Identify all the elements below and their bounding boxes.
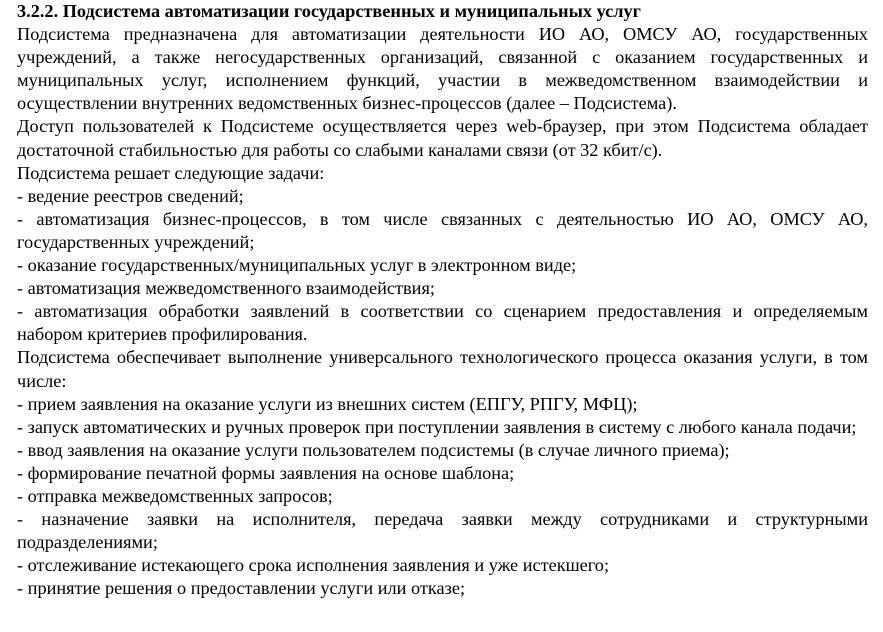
task-item: - ведение реестров сведений; (17, 185, 244, 206)
process-item: - прием заявления на оказание услуги из внешних систем (ЕПГУ, РПГУ, МФЦ); (17, 393, 638, 414)
process-item: - назначение заявки на исполнителя, передача заявки между сотрудниками и структурными подразделениями; (17, 509, 868, 553)
task-item: - оказание государственных/муниципальных услуг в электронном виде; (17, 255, 577, 276)
process-item: - отправка межведомственных запросов; (17, 485, 333, 506)
tasks-intro: Подсистема решает следующие задачи: (17, 162, 325, 183)
process-item: - отслеживание истекающего срока исполнения заявления и уже истекшего; (17, 555, 610, 576)
section-heading: 3.2.2. Подсистема автоматизации государственных и муниципальных услуг (17, 1, 641, 21)
process-item: - ввод заявления на оказание услуги пользователем подсистемы (в случае личного приема); (17, 439, 730, 460)
process-item: - формирование печатной формы заявления на основе шаблона; (17, 462, 515, 483)
intro-paragraph: Подсистема предназначена для автоматизации деятельности ИО АО, ОМСУ АО, государственных учреждений, а также негосударственных организаций, связанной с оказанием государственных и муниципальных услуг, исполнением функций, участии в межведомственном взаимодействии и осуществлении внутренних ведомственных бизнес-процессов (далее – Подсистема). (17, 24, 868, 114)
access-paragraph: Доступ пользователей к Подсистеме осуществляется через web-браузер, при этом Подсистема обладает достаточной стабильностью для работы со слабыми каналами связи (от 32 кбит/с). (17, 116, 868, 160)
task-item: - автоматизация бизнес-процессов, в том числе связанных с деятельностью ИО АО, ОМСУ АО, государственных учреждений; (17, 208, 868, 252)
task-item: - автоматизация межведомственного взаимодействия; (17, 278, 435, 299)
process-intro: Подсистема обеспечивает выполнение универсального технологического процесса оказания услуги, в том числе: (17, 347, 868, 391)
task-item: - автоматизация обработки заявлений в соответствии со сценарием предоставления и определяемым набором критериев профилирования. (17, 301, 868, 345)
process-item: - запуск автоматических и ручных проверок при поступлении заявления в систему с любого канала подачи; (17, 416, 857, 437)
process-item: - принятие решения о предоставлении услуги или отказе; (17, 578, 466, 599)
